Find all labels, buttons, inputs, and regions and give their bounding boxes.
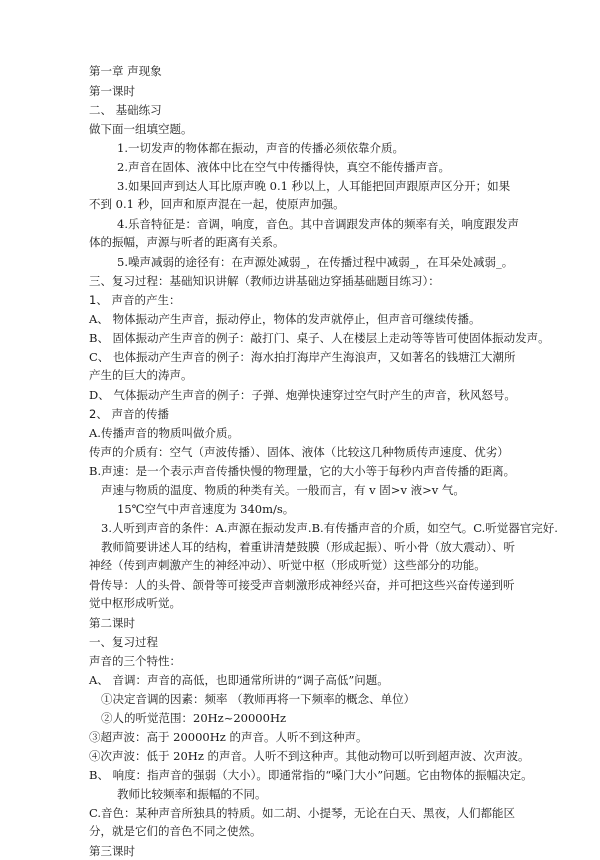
propagation-item-media-types: 传声的介质有：空气（声波传播）、固体、液体（比较这几种物质传声速度、优劣）: [89, 445, 509, 459]
teacher-compare-note: 教师比较频率和振幅的不同。: [117, 787, 267, 801]
fill-blank-item-2: 2.声音在固体、液体中比在空气中传播得快，真空不能传播声音。: [117, 160, 450, 174]
fill-blank-item-4: 4.乐音特征是：音调，响度，音色。其中音调跟发声体的频率有关，响度跟发声体的振幅，声源与听者的距离有关系。: [89, 217, 519, 249]
subsection-propagation-heading: 2、 声音的传播: [89, 407, 169, 421]
pitch-item: A、 音调：声音的高低，也即通常所讲的“调子高低”问题。: [89, 673, 389, 687]
timbre-item: C.音色：某种声音所独具的特质。如二胡、小提琴，无论在白天、黑夜，人们都能区分，就是它们的音色不同之使然。: [89, 806, 516, 838]
loudness-item: B、 响度：指声音的强弱（大小）。即通常指的“嗓门大小”问题。它由物体的振幅决定。: [89, 768, 533, 782]
fill-blank-item-5: 5.噪声减弱的途径有：在声源处减弱_，在传播过程中减弱_，在耳朵处减弱_。: [117, 255, 514, 269]
fill-blank-item-1: 1.一切发声的物体都在振动，声音的传播必须依靠介质。: [117, 141, 404, 155]
bone-conduction-note: 骨传导：人的头骨、颌骨等可接受声音刺激形成神经兴奋，并可把这些兴奋传递到听觉中枢形成听觉。: [89, 578, 515, 610]
infrasound-item: ④次声波：低于 20Hz 的声音。人听不到这种声。其他动物可以听到超声波、次声波。: [89, 749, 530, 763]
production-item-c: C、 也体振动产生声音的例子：海水拍打海岸产生海浪声，又如著名的钱塘江大潮所产生的巨大的涛声。: [89, 350, 516, 382]
propagation-item-speed: B.声速：是一个表示声音传播快慢的物理量，它的大小等于每秒内声音传播的距离。: [89, 464, 516, 478]
production-item-d: D、 气体振动产生声音的例子：子弹、炮弹快速穿过空气时产生的声音，秋风怒号。: [89, 388, 516, 402]
chapter-title: 第一章 声现象: [89, 64, 162, 78]
pitch-factor-item: ①决定音调的因素：频率 （教师再将一下频率的概念、单位）: [101, 692, 416, 706]
production-item-b: B、 固体振动产生声音的例子：敲打门、桌子、人在楼层上走动等等皆可使固体振动发声。: [89, 331, 550, 345]
ultrasound-item: ③超声波：高于 20000Hz 的声音。人听不到这种声。: [89, 730, 368, 744]
section-intro: 做下面一组填空题。: [89, 122, 193, 136]
lesson-2-intro: 声音的三个特性：: [89, 654, 181, 668]
propagation-item-speed-factors: 声速与物质的温度、物质的种类有关。一般而言，有 v 固>v 液>v 气。: [101, 483, 465, 497]
section-review-heading: 三、复习过程：基础知识讲解（教师边讲基础边穿插基础题目练习）：: [89, 274, 440, 288]
propagation-item-medium: A.传播声音的物质叫做介质。: [89, 426, 239, 440]
lesson-3-heading: 第三课时: [89, 844, 135, 858]
lesson-1-heading: 第一课时: [89, 84, 135, 98]
lesson-2-heading: 第二课时: [89, 616, 135, 630]
hearing-range-item: ②人的听觉范围：20Hz~20000Hz: [101, 711, 287, 725]
propagation-item-air-speed: 15℃空气中声音速度为 340m/s。: [117, 502, 295, 516]
subsection-sound-production-heading: 1、 声音的产生：: [89, 293, 181, 307]
production-item-a: A、 物体振动产生声音，振动停止，物体的发声就停止，但声音可继续传播。: [89, 312, 481, 326]
ear-structure-note: 教师简要讲述人耳的结构，着重讲清楚鼓膜（形成起振）、听小骨（放大震动）、听神经（传到声刺激产生的神经冲动）、听觉中枢（形成听觉）这些部分的功能。: [89, 540, 515, 572]
lesson-2-section-heading: 一、复习过程: [89, 635, 158, 649]
fill-blank-item-3: 3.如果回声到达人耳比原声晚 0.1 秒以上，人耳能把回声跟原声区分开；如果不到 0.1 秒，回声和原声混在一起，使原声加强。: [89, 179, 511, 211]
hearing-conditions: 3.人听到声音的条件：A.声源在振动发声.B.有传播声音的介质，如空气。C.听觉器官完好.: [101, 521, 558, 535]
section-basic-practice-heading: 二、 基础练习: [89, 103, 162, 117]
